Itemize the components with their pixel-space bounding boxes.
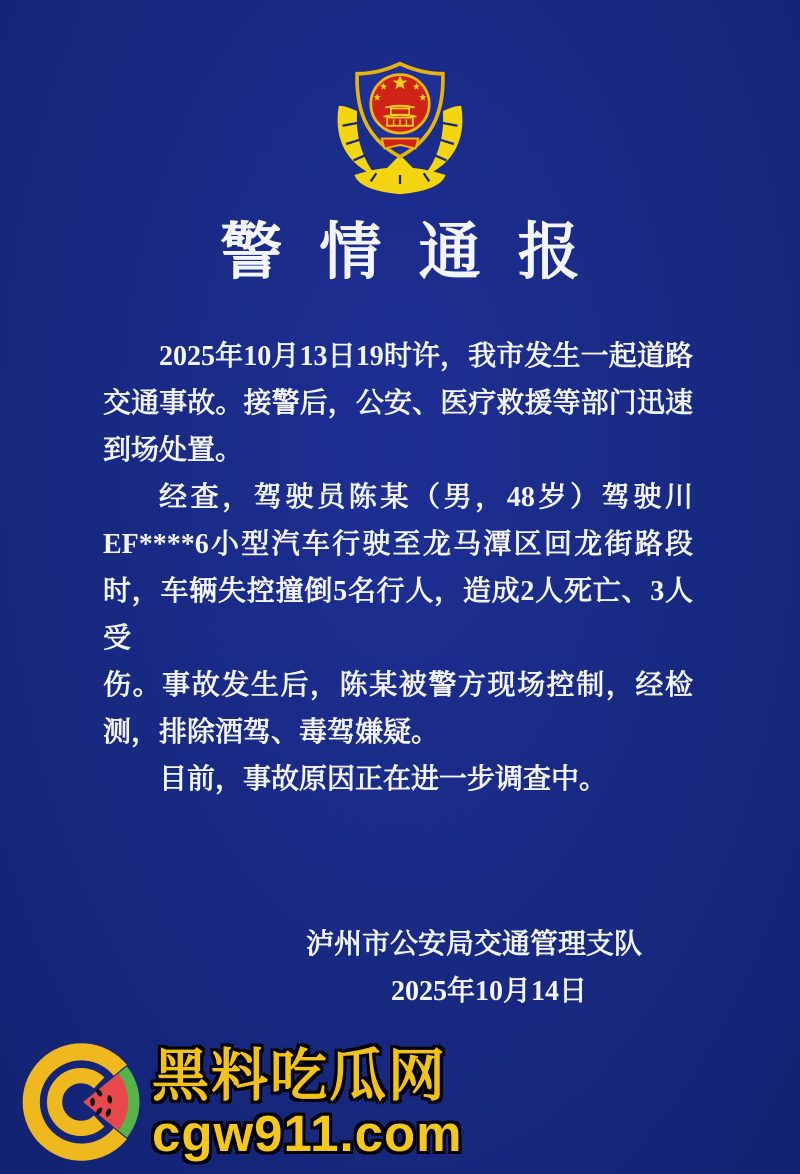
watermelon-c-logo-icon <box>16 1036 148 1168</box>
china-police-badge-icon <box>327 60 473 197</box>
notice-paragraph <box>103 333 693 474</box>
watermark <box>16 1036 463 1168</box>
notice-line: 交通事故。接警后，公安、医疗救援等部门迅速 <box>103 388 693 420</box>
notice-body <box>103 333 693 803</box>
watermark-text <box>152 1043 463 1163</box>
notice-line: 时，车辆失控撞倒5名行人，造成2人死亡、3人受 <box>103 576 693 655</box>
notice-line: 2025年10月13日19时许，我市发生一起道路 <box>159 341 693 373</box>
notice-paragraph <box>103 474 693 756</box>
police-notice-poster <box>0 60 800 1163</box>
notice-line: 伤。事故发生后，陈某被警方现场控制，经检 <box>103 670 693 702</box>
watermark-site-name: 黑料吃瓜网 <box>152 1043 447 1108</box>
watermark-site-url: cgw911.com <box>152 1105 463 1163</box>
notice-line: EF****6小型汽车行驶至龙马潭区回龙街路段 <box>103 529 693 561</box>
notice-line: 目前，事故原因正在进一步调查中。 <box>159 764 608 796</box>
sign-block <box>0 921 642 1015</box>
notice-line: 测，排除酒驾、毒驾嫌疑。 <box>103 717 440 749</box>
police-emblem <box>327 60 473 197</box>
issuer-signature: 泸州市公安局交通管理支队 <box>305 929 642 961</box>
notice-line: 经查，驾驶员陈某（男，48岁）驾驶川 <box>159 482 693 514</box>
issue-date: 2025年10月14日 <box>390 976 587 1008</box>
notice-line: 到场处置。 <box>103 435 244 467</box>
notice-paragraph <box>103 756 693 803</box>
notice-title: 警情通报 <box>220 219 617 287</box>
